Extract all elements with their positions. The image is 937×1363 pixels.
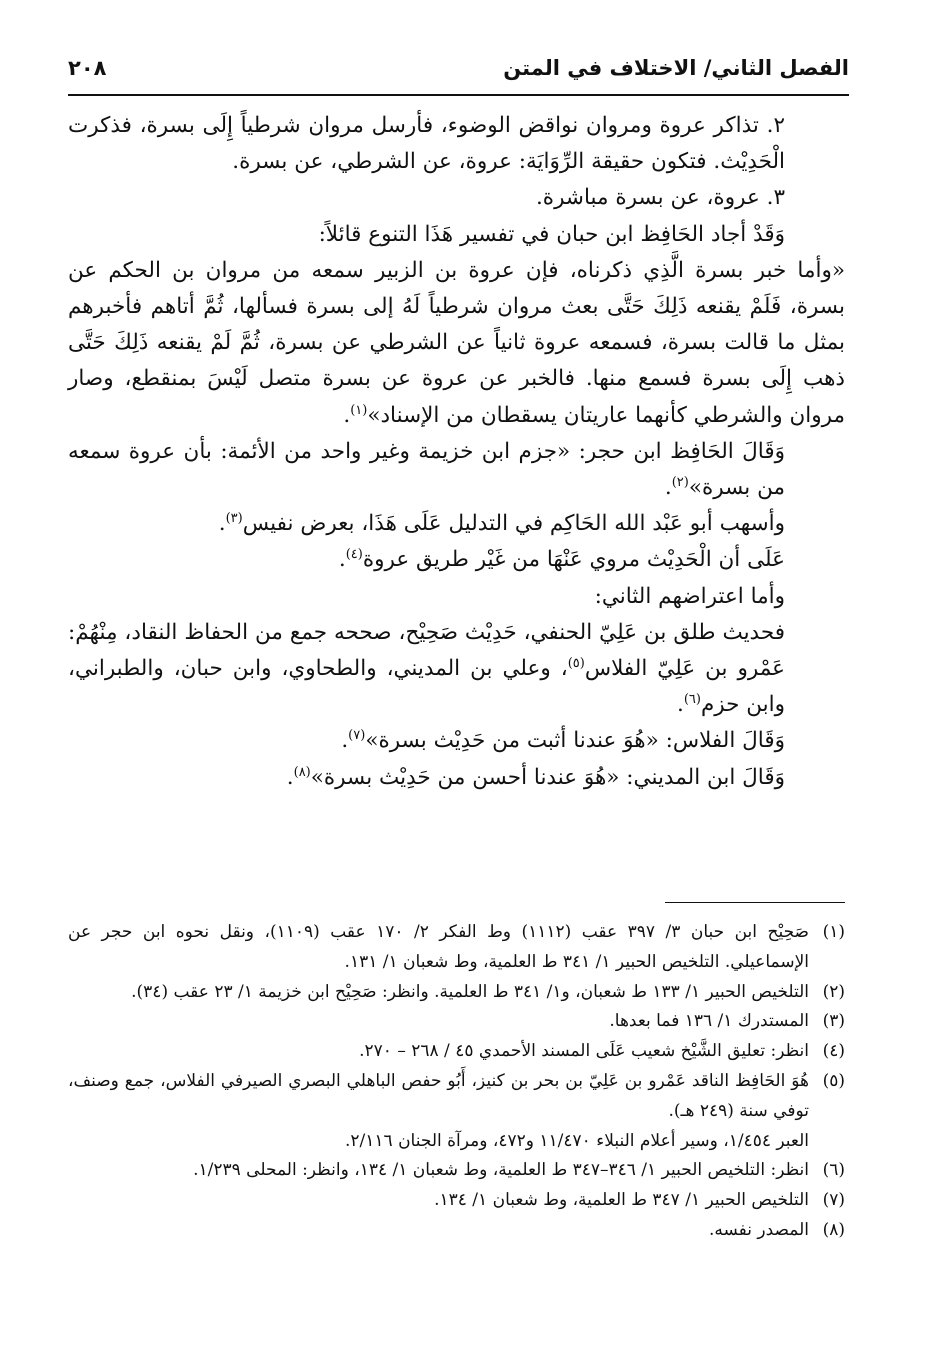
ibn-hibban-quote: «وأما خبر بسرة الَّذِي ذكرناه، فإن عروة بن الزبير سمعه من مروان بن الحكم عن بسرة، فَلَمْ يقنعه ذَلِكَ حَتَّى بعث مروان شرطياً لَهُ إلى بسرة فسألها، ثُمَّ أتاهم فأخبرهم بمثل ما قالت بسرة، فسمعه عروة ثانياً عن الشرطي عن بسرة، ثُمَّ لَمْ يقنعه ذَلِكَ حَتَّى ذهب إِلَى بسرة فسمع منها. فالخبر عن عروة عن بسرة متصل لَيْسَ بمنقطع، وصار مروان والشرطي كأنهما عاريتان يسقطان من الإسناد» (68, 257, 845, 428)
footnote-text: انظر: التلخيص الحبير ١/ ٣٤٦–٣٤٧ ط العلمية، وط شعبان ١/ ١٣٤، وانظر: المحلى ١/٢٣٩. (193, 1160, 809, 1181)
period: . (338, 547, 346, 573)
scholars-list: ، وعلي بن المديني، والطحاوي، وابن حبان، والطبراني، وابن حزم (68, 656, 785, 718)
footnote-ref-5[interactable]: (٥) (567, 655, 585, 671)
footnote-ref-8[interactable]: (٨) (293, 764, 311, 780)
footnote-text: المصدر نفسه. (708, 1219, 809, 1240)
period: . (286, 764, 294, 790)
footnote-ref-2[interactable]: (٢) (671, 474, 689, 490)
fallas-quote: وَقَالَ الفلاس: «هُوَ عندنا أثبت من حَدِيْث بسرة» (365, 728, 785, 754)
hakim-sentence: وأسهب أبو عَبْد الله الحَاكِم في التدليل عَلَى هَذَا، بعرض نفيس (242, 511, 785, 537)
paragraph-11 (68, 760, 845, 796)
footnote-text: المستدرك ١/ ١٣٦ فما بعدها. (609, 1011, 809, 1032)
footnote-number: (١) (822, 922, 845, 942)
page-number: ٢٠٨ (68, 56, 107, 80)
paragraph-1: ٢. تذاكر عروة ومروان نواقض الوضوء، فأرسل مروان شرطياً إِلَى بسرة، فذكرت الْحَدِيْث. فتكون حقيقة الرِّوَايَة: عروة، عن الشرطي، عن بسرة. (68, 113, 785, 175)
paragraph-2: ٣. عروة، عن بسرة مباشرة. (535, 185, 785, 211)
paragraph-9 (68, 615, 845, 724)
paragraph-6 (68, 506, 845, 542)
period: . (677, 692, 684, 718)
period: . (218, 511, 226, 537)
footnote-number: (٤) (822, 1041, 845, 1062)
chapter-title: الفصل الثاني/ الاختلاف في المتن (503, 56, 849, 80)
footnote-text: التلخيص الحبير ١/ ٣٤٧ ط العلمية، وط شعبان ١/ ١٣٤. (434, 1190, 809, 1211)
footnote-1 (68, 918, 845, 978)
footnote-5 (68, 1067, 845, 1127)
footnote-ref-1[interactable]: (١) (350, 402, 368, 418)
footnote-ref-6[interactable]: (٦) (683, 692, 701, 708)
footnote-4 (68, 1037, 845, 1067)
footnote-number: (٧) (822, 1190, 845, 1211)
footnote-divider (665, 902, 845, 903)
footnote-8 (68, 1216, 845, 1246)
footnote-6 (68, 1156, 845, 1186)
period: . (343, 402, 351, 428)
ibn-hajar-quote: وَقَالَ الحَافِظ ابن حجر: «جزم ابن خزيمة وغير واحد من الأئمة: بأن عروة سمعه من بسرة» (68, 438, 785, 501)
footnote-ref-7[interactable]: (٧) (348, 728, 366, 744)
footnote-number: (٢) (822, 981, 845, 1002)
header-divider (68, 94, 849, 96)
footnote-2 (68, 978, 845, 1008)
footnote-7 (68, 1186, 845, 1216)
footnote-3 (68, 1007, 845, 1037)
main-text (68, 108, 845, 796)
footnote-text: انظر: تعليق الشَّيْخ شعيب عَلَى المسند الأحمدي ٤٥ / ٢٦٨ – ٢٧٠. (359, 1041, 809, 1062)
period: . (341, 728, 349, 754)
talq-hadith-text: فحديث طلق بن عَلِيّ الحنفي، حَدِيْث صَحِيْح، صححه جمع من الحفاظ النقاد، مِنْهُمْ: عَمْرو بن عَلِيّ الفلاس (68, 619, 786, 682)
madini-quote: وَقَالَ ابن المديني: «هُوَ عندنا أحسن من حَدِيْث بسرة» (310, 764, 785, 790)
paragraph-7 (68, 542, 845, 578)
footnote-number: (٣) (822, 1011, 845, 1032)
footnote-number: (٨) (822, 1219, 845, 1240)
footnote-5-sources: العبر ١/٤٥٤، وسير أعلام النبلاء ١١/٤٧٠ و٤٧٢، ومرآة الجنان ٢/١١٦. (345, 1130, 809, 1151)
paragraph-3: وَقَدْ أجاد الحَافِظ ابن حبان في تفسير هَذَا التنوع قائلاً: (318, 221, 785, 247)
footnote-number: (٥) (822, 1070, 845, 1091)
footnote-text: التلخيص الحبير ١/ ١٣٣ ط شعبان، و١/ ٣٤١ ط العلمية. وانظر: صَحِيْح ابن خزيمة ١/ ٢٣ عقب (٣٤). (131, 981, 809, 1002)
footnote-number: (٦) (822, 1160, 845, 1181)
footnote-text: صَحِيْح ابن حبان ٣/ ٣٩٧ عقب (١١١٢) وط الفكر ٢/ ١٧٠ عقب (١١٠٩)، ونقل نحوه ابن حجر عن الإسماعيلي. التلخيص الحبير ١/ ٣٤١ ط العلمية، وط شعبان ١/ ١٣١. (68, 922, 809, 972)
paragraph-5 (68, 434, 845, 506)
footnotes (68, 918, 845, 1246)
footnote-ref-3[interactable]: (٣) (225, 511, 243, 527)
footnote-ref-4[interactable]: (٤) (345, 547, 363, 563)
other-route-sentence: عَلَى أن الْحَدِيْث مروي عَنْهَا من غَيْر طريق عروة (362, 547, 785, 573)
paragraph-4 (68, 253, 845, 434)
paragraph-8: وأما اعتراضهم الثاني: (594, 583, 785, 609)
paragraph-10 (68, 723, 845, 759)
period: . (664, 475, 672, 501)
footnote-text: هُوَ الحَافِظ الناقد عَمْرو بن عَلِيّ بن بحر بن كنيز، أَبُو حفص الباهلي البصري الصيرفي الفلاس، جمع وصنف، توفي سنة (٢٤٩ هـ). (68, 1070, 809, 1121)
page-header (68, 52, 849, 92)
